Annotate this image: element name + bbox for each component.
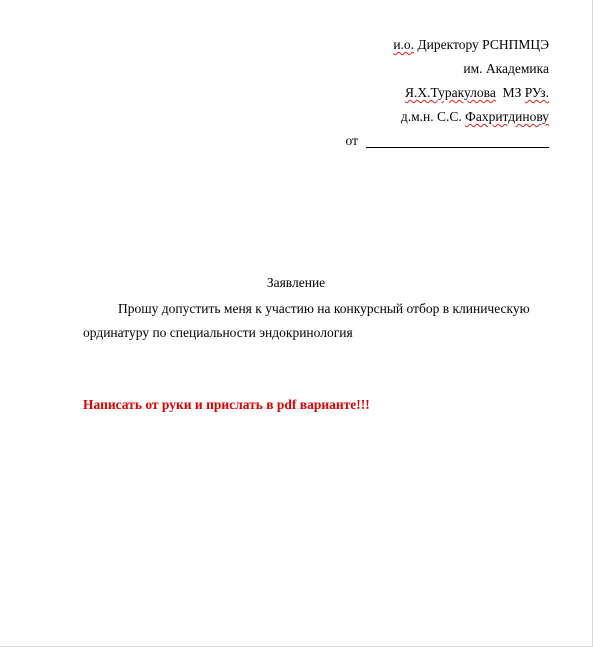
addressee-degree: д.м.н. С.С. [400, 109, 466, 124]
handwrite-instruction-note: Написать от руки и прислать в pdf варианте!!! [83, 397, 370, 412]
sender-name-blank [366, 133, 549, 148]
addressee-line-4 [346, 105, 549, 129]
ministry-label: МЗ [495, 85, 525, 100]
statement-line-2: ординатуру по специальности эндокринология [83, 325, 353, 340]
addressee-line-2: им. Академика [463, 61, 549, 76]
addressee-line-3 [346, 81, 549, 105]
spellcheck-word-fakhritdinov: Фахритдинову [465, 109, 549, 124]
addressee-line-1 [346, 33, 549, 57]
addressee-position: Директору РСНПМЦЭ [414, 37, 549, 52]
statement-body [83, 297, 553, 345]
spellcheck-word-ruz: РУз. [524, 85, 549, 100]
from-label: от [345, 133, 358, 148]
addressee-block [346, 33, 549, 153]
sender-line [346, 129, 549, 153]
spellcheck-word-io: и.о. [393, 37, 415, 52]
spellcheck-word-turakulov: Я.Х.Туракулова [405, 85, 496, 100]
statement-line-1: Прошу допустить меня к участию на конкурсный отбор в клиническую [118, 301, 530, 316]
document-title: Заявление [266, 275, 326, 290]
